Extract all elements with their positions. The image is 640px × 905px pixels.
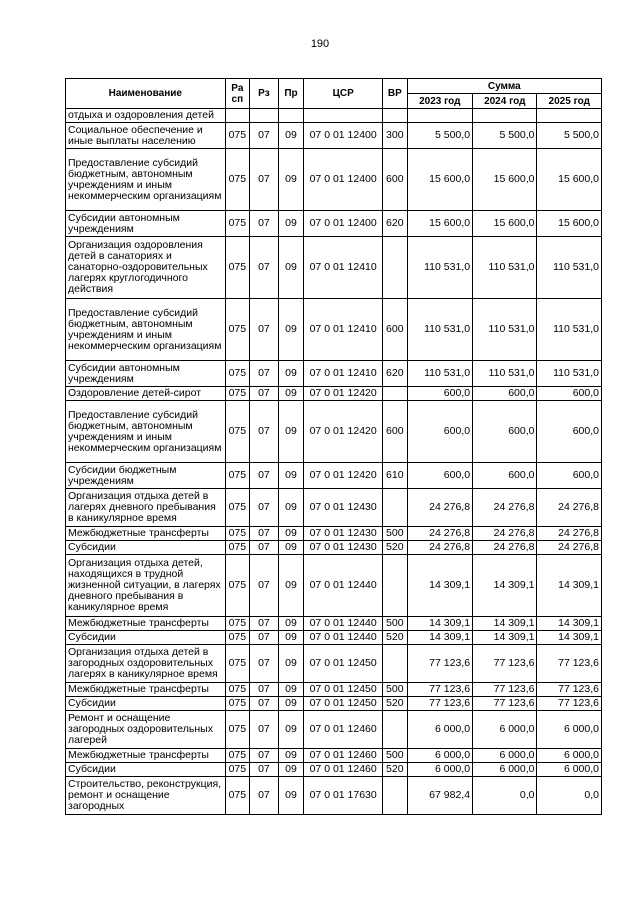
cell-2024: 14 309,1 [473, 617, 537, 631]
cell-2023: 77 123,6 [407, 645, 472, 683]
table-row [66, 683, 602, 697]
cell-vr [383, 489, 408, 527]
cell-2024: 77 123,6 [473, 645, 537, 683]
table-row [66, 777, 602, 815]
cell-rz: 07 [250, 489, 279, 527]
cell-2025: 110 531,0 [537, 361, 602, 387]
cell-pr: 09 [278, 683, 304, 697]
cell-2023 [407, 109, 472, 123]
cell-name: Организация отдыха детей в лагерях дневного пребывания в каникулярное время [66, 489, 226, 527]
cell-rasp: 075 [225, 149, 250, 211]
cell-name: Организация отдыха детей в загородных оздоровительных лагерях в каникулярное время [66, 645, 226, 683]
cell-vr: 600 [383, 401, 408, 463]
cell-2025: 15 600,0 [537, 149, 602, 211]
cell-name: Строительство, реконструкция, ремонт и оснащение загородных [66, 777, 226, 815]
cell-2025: 77 123,6 [537, 645, 602, 683]
cell-pr: 09 [278, 387, 304, 401]
cell-csr: 07 0 01 12440 [304, 617, 383, 631]
cell-csr: 07 0 01 12410 [304, 237, 383, 299]
cell-pr: 09 [278, 401, 304, 463]
table-row [66, 763, 602, 777]
cell-name: Ремонт и оснащение загородных оздоровительных лагерей [66, 711, 226, 749]
cell-rz: 07 [250, 541, 279, 555]
cell-rasp: 075 [225, 211, 250, 237]
cell-name: Субсидии автономным учреждениям [66, 361, 226, 387]
cell-name: Субсидии [66, 541, 226, 555]
cell-2023: 110 531,0 [407, 237, 472, 299]
budget-table [65, 78, 602, 815]
table-row [66, 541, 602, 555]
cell-csr: 07 0 01 12400 [304, 149, 383, 211]
cell-vr [383, 109, 408, 123]
cell-rz: 07 [250, 463, 279, 489]
cell-name: Предоставление субсидий бюджетным, автономным учреждениям и иным некоммерческим организациям [66, 149, 226, 211]
cell-2024: 15 600,0 [473, 211, 537, 237]
cell-csr: 07 0 01 17630 [304, 777, 383, 815]
cell-rz: 07 [250, 749, 279, 763]
cell-rasp: 075 [225, 489, 250, 527]
cell-vr: 500 [383, 617, 408, 631]
cell-2023: 77 123,6 [407, 683, 472, 697]
cell-name: Субсидии [66, 631, 226, 645]
cell-vr: 520 [383, 631, 408, 645]
cell-rasp: 075 [225, 631, 250, 645]
cell-2025: 600,0 [537, 401, 602, 463]
cell-vr [383, 645, 408, 683]
cell-csr: 07 0 01 12460 [304, 749, 383, 763]
cell-name: Субсидии [66, 697, 226, 711]
cell-2023: 24 276,8 [407, 541, 472, 555]
cell-vr: 520 [383, 763, 408, 777]
cell-2023: 14 309,1 [407, 617, 472, 631]
cell-rasp: 075 [225, 387, 250, 401]
cell-csr: 07 0 01 12440 [304, 631, 383, 645]
table-row [66, 401, 602, 463]
cell-2025: 6 000,0 [537, 763, 602, 777]
cell-2023: 5 500,0 [407, 123, 472, 149]
cell-2025: 5 500,0 [537, 123, 602, 149]
cell-vr [383, 237, 408, 299]
cell-vr [383, 555, 408, 617]
table-row [66, 237, 602, 299]
cell-2025: 0,0 [537, 777, 602, 815]
cell-csr: 07 0 01 12430 [304, 489, 383, 527]
header-rasp: Ра сп [225, 79, 250, 109]
cell-rasp: 075 [225, 683, 250, 697]
cell-rasp: 075 [225, 527, 250, 541]
cell-2023: 600,0 [407, 463, 472, 489]
cell-2023: 24 276,8 [407, 489, 472, 527]
table-row [66, 109, 602, 123]
cell-rz [250, 109, 279, 123]
header-2024: 2024 год [473, 94, 537, 109]
cell-rz: 07 [250, 211, 279, 237]
cell-2024: 77 123,6 [473, 683, 537, 697]
cell-pr: 09 [278, 697, 304, 711]
cell-rasp: 075 [225, 361, 250, 387]
cell-vr [383, 387, 408, 401]
cell-pr: 09 [278, 645, 304, 683]
cell-pr: 09 [278, 555, 304, 617]
cell-csr: 07 0 01 12450 [304, 697, 383, 711]
cell-name: Межбюджетные трансферты [66, 749, 226, 763]
cell-rz: 07 [250, 763, 279, 777]
cell-vr: 600 [383, 299, 408, 361]
cell-2023: 110 531,0 [407, 299, 472, 361]
cell-2024: 6 000,0 [473, 711, 537, 749]
cell-2023: 14 309,1 [407, 555, 472, 617]
table-row [66, 387, 602, 401]
cell-2024: 110 531,0 [473, 361, 537, 387]
cell-2023: 6 000,0 [407, 763, 472, 777]
table-row [66, 123, 602, 149]
cell-vr [383, 711, 408, 749]
cell-rz: 07 [250, 777, 279, 815]
cell-2023: 600,0 [407, 401, 472, 463]
cell-name: Межбюджетные трансферты [66, 617, 226, 631]
header-sum: Сумма [407, 79, 601, 94]
cell-2025: 14 309,1 [537, 631, 602, 645]
cell-rasp: 075 [225, 123, 250, 149]
cell-2023: 67 982,4 [407, 777, 472, 815]
cell-pr: 09 [278, 361, 304, 387]
cell-pr: 09 [278, 123, 304, 149]
header-pr: Пр [278, 79, 304, 109]
cell-2023: 110 531,0 [407, 361, 472, 387]
cell-2024: 600,0 [473, 463, 537, 489]
cell-2025: 110 531,0 [537, 299, 602, 361]
cell-2025 [537, 109, 602, 123]
cell-csr: 07 0 01 12420 [304, 401, 383, 463]
cell-vr: 620 [383, 211, 408, 237]
cell-csr: 07 0 01 12430 [304, 541, 383, 555]
cell-rz: 07 [250, 631, 279, 645]
cell-pr: 09 [278, 527, 304, 541]
cell-rasp: 075 [225, 541, 250, 555]
cell-pr: 09 [278, 237, 304, 299]
cell-pr: 09 [278, 541, 304, 555]
cell-2024: 24 276,8 [473, 541, 537, 555]
cell-pr: 09 [278, 763, 304, 777]
cell-2024: 14 309,1 [473, 631, 537, 645]
cell-2025: 24 276,8 [537, 527, 602, 541]
cell-2024: 110 531,0 [473, 237, 537, 299]
cell-2024: 600,0 [473, 401, 537, 463]
cell-2025: 6 000,0 [537, 711, 602, 749]
cell-rz: 07 [250, 299, 279, 361]
cell-name: Субсидии [66, 763, 226, 777]
table-row [66, 211, 602, 237]
cell-2025: 14 309,1 [537, 617, 602, 631]
cell-rasp: 075 [225, 763, 250, 777]
table-row [66, 299, 602, 361]
cell-pr: 09 [278, 631, 304, 645]
header-name: Наименование [66, 79, 226, 109]
cell-rz: 07 [250, 401, 279, 463]
cell-csr: 07 0 01 12410 [304, 361, 383, 387]
cell-rasp [225, 109, 250, 123]
cell-rz: 07 [250, 617, 279, 631]
cell-2024: 600,0 [473, 387, 537, 401]
cell-2025: 24 276,8 [537, 541, 602, 555]
page-number: 190 [310, 38, 330, 50]
cell-2025: 15 600,0 [537, 211, 602, 237]
cell-vr: 500 [383, 683, 408, 697]
cell-csr: 07 0 01 12440 [304, 555, 383, 617]
cell-rz: 07 [250, 149, 279, 211]
cell-2024 [473, 109, 537, 123]
cell-2025: 600,0 [537, 463, 602, 489]
cell-2024: 14 309,1 [473, 555, 537, 617]
cell-csr: 07 0 01 12400 [304, 211, 383, 237]
cell-2023: 14 309,1 [407, 631, 472, 645]
table-header [66, 79, 602, 109]
cell-csr: 07 0 01 12460 [304, 763, 383, 777]
cell-rz: 07 [250, 697, 279, 711]
cell-rz: 07 [250, 683, 279, 697]
cell-csr: 07 0 01 12450 [304, 683, 383, 697]
cell-rasp: 075 [225, 401, 250, 463]
cell-2024: 110 531,0 [473, 299, 537, 361]
cell-csr [304, 109, 383, 123]
cell-2023: 600,0 [407, 387, 472, 401]
cell-2025: 24 276,8 [537, 489, 602, 527]
cell-csr: 07 0 01 12400 [304, 123, 383, 149]
cell-rz: 07 [250, 123, 279, 149]
cell-rasp: 075 [225, 237, 250, 299]
cell-2023: 15 600,0 [407, 211, 472, 237]
cell-csr: 07 0 01 12460 [304, 711, 383, 749]
cell-name: Предоставление субсидий бюджетным, автономным учреждениям и иным некоммерческим организациям [66, 401, 226, 463]
cell-2024: 77 123,6 [473, 697, 537, 711]
cell-rz: 07 [250, 711, 279, 749]
cell-rz: 07 [250, 555, 279, 617]
cell-pr: 09 [278, 149, 304, 211]
cell-name: Субсидии бюджетным учреждениям [66, 463, 226, 489]
cell-2025: 77 123,6 [537, 683, 602, 697]
table-row [66, 361, 602, 387]
cell-rasp: 075 [225, 555, 250, 617]
header-csr: ЦСР [304, 79, 383, 109]
cell-name: Межбюджетные трансферты [66, 527, 226, 541]
cell-name: Оздоровление детей-сирот [66, 387, 226, 401]
header-vr: ВР [383, 79, 408, 109]
cell-rasp: 075 [225, 749, 250, 763]
cell-pr: 09 [278, 211, 304, 237]
table-row [66, 645, 602, 683]
table-row [66, 527, 602, 541]
cell-rz: 07 [250, 361, 279, 387]
cell-2023: 24 276,8 [407, 527, 472, 541]
header-2023: 2023 год [407, 94, 472, 109]
cell-2024: 24 276,8 [473, 489, 537, 527]
cell-2024: 15 600,0 [473, 149, 537, 211]
cell-2023: 77 123,6 [407, 697, 472, 711]
table-row [66, 489, 602, 527]
header-2025: 2025 год [537, 94, 602, 109]
header-rz: Рз [250, 79, 279, 109]
cell-2024: 24 276,8 [473, 527, 537, 541]
cell-vr [383, 777, 408, 815]
cell-vr: 620 [383, 361, 408, 387]
cell-pr: 09 [278, 617, 304, 631]
cell-name: Организация отдыха детей, находящихся в трудной жизненной ситуации, в лагерях дневного пребывания в каникулярное время [66, 555, 226, 617]
cell-vr: 610 [383, 463, 408, 489]
cell-2024: 6 000,0 [473, 749, 537, 763]
cell-rasp: 075 [225, 617, 250, 631]
cell-rz: 07 [250, 645, 279, 683]
cell-vr: 500 [383, 527, 408, 541]
cell-2024: 6 000,0 [473, 763, 537, 777]
cell-name: Субсидии автономным учреждениям [66, 211, 226, 237]
cell-2023: 15 600,0 [407, 149, 472, 211]
cell-2023: 6 000,0 [407, 749, 472, 763]
table-body [66, 109, 602, 815]
cell-vr: 520 [383, 541, 408, 555]
cell-name: Социальное обеспечение и иные выплаты населению [66, 123, 226, 149]
cell-2025: 600,0 [537, 387, 602, 401]
cell-rasp: 075 [225, 299, 250, 361]
cell-2025: 110 531,0 [537, 237, 602, 299]
cell-rasp: 075 [225, 777, 250, 815]
cell-rasp: 075 [225, 697, 250, 711]
cell-vr: 600 [383, 149, 408, 211]
cell-2025: 77 123,6 [537, 697, 602, 711]
table-row [66, 463, 602, 489]
cell-name: отдыха и оздоровления детей [66, 109, 226, 123]
cell-rasp: 075 [225, 463, 250, 489]
table-row [66, 749, 602, 763]
cell-csr: 07 0 01 12420 [304, 463, 383, 489]
cell-pr [278, 109, 304, 123]
table-row [66, 697, 602, 711]
cell-vr: 300 [383, 123, 408, 149]
cell-2025: 14 309,1 [537, 555, 602, 617]
cell-pr: 09 [278, 463, 304, 489]
cell-rasp: 075 [225, 645, 250, 683]
cell-csr: 07 0 01 12450 [304, 645, 383, 683]
cell-pr: 09 [278, 299, 304, 361]
cell-name: Предоставление субсидий бюджетным, автономным учреждениям и иным некоммерческим организациям [66, 299, 226, 361]
cell-pr: 09 [278, 749, 304, 763]
cell-rasp: 075 [225, 711, 250, 749]
cell-csr: 07 0 01 12410 [304, 299, 383, 361]
cell-csr: 07 0 01 12430 [304, 527, 383, 541]
table-row [66, 555, 602, 617]
cell-name: Межбюджетные трансферты [66, 683, 226, 697]
cell-csr: 07 0 01 12420 [304, 387, 383, 401]
cell-pr: 09 [278, 777, 304, 815]
table-row [66, 617, 602, 631]
table-row [66, 631, 602, 645]
cell-rz: 07 [250, 527, 279, 541]
cell-2024: 5 500,0 [473, 123, 537, 149]
cell-pr: 09 [278, 711, 304, 749]
cell-vr: 500 [383, 749, 408, 763]
cell-2024: 0,0 [473, 777, 537, 815]
table-row [66, 149, 602, 211]
table-row [66, 711, 602, 749]
cell-vr: 520 [383, 697, 408, 711]
cell-rz: 07 [250, 237, 279, 299]
cell-2025: 6 000,0 [537, 749, 602, 763]
cell-pr: 09 [278, 489, 304, 527]
cell-2023: 6 000,0 [407, 711, 472, 749]
cell-name: Организация оздоровления детей в санаториях и санаторно-оздоровительных лагерях круглогодичного действия [66, 237, 226, 299]
cell-rz: 07 [250, 387, 279, 401]
